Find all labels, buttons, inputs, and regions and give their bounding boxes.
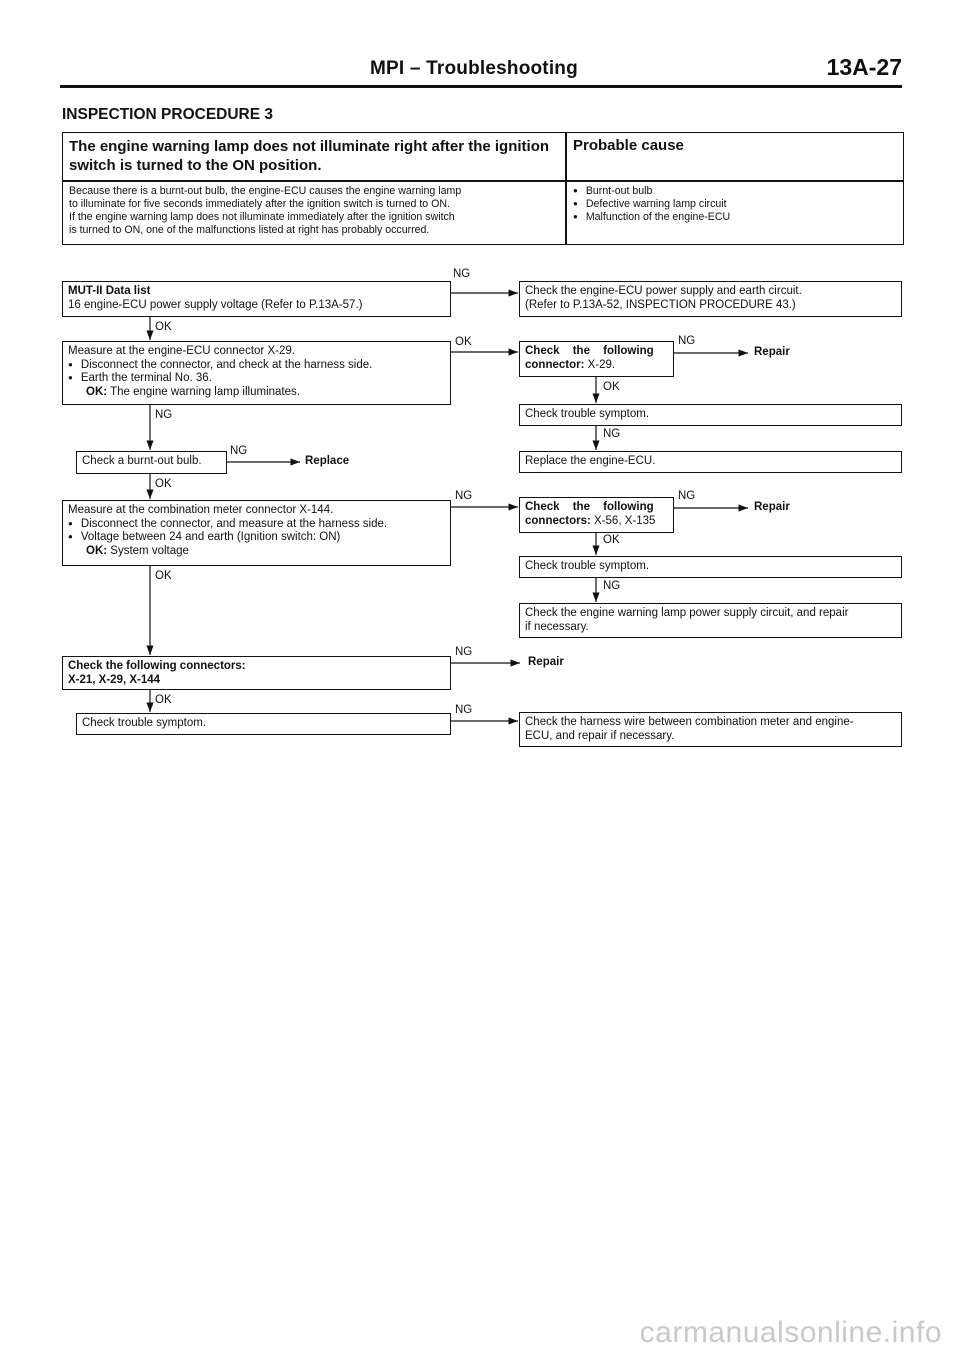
ng-label: NG <box>455 704 473 716</box>
check-connectors-list-box <box>62 656 451 690</box>
box-text: if necessary. <box>525 620 589 633</box>
box-text: Replace the engine-ECU. <box>525 455 656 467</box>
box-bullet: ● Disconnect the connector, and measure at the harness side. <box>68 518 445 532</box>
box-text: Check a burnt-out bulb. <box>82 455 202 467</box>
ok-label: OK <box>603 534 620 546</box>
ng-label: NG <box>678 335 696 347</box>
ecu-connector-measure-box <box>62 341 451 405</box>
power-supply-check-box <box>519 281 902 317</box>
ok-label: OK <box>155 478 172 490</box>
ok-condition-text: System voltage <box>110 544 189 557</box>
box-text: ECU, and repair if necessary. <box>525 729 675 742</box>
check-trouble-symptom-box <box>519 556 902 578</box>
ng-label: NG <box>603 428 621 440</box>
ng-label: NG <box>678 490 696 502</box>
cause-item: ● Defective warning lamp circuit <box>573 198 893 211</box>
replace-text: Replace <box>305 455 350 467</box>
section-title: INSPECTION PROCEDURE 3 <box>62 106 274 123</box>
description-line: to illuminate for five seconds immediately after the ignition switch is turned to ON. <box>69 198 450 210</box>
connector-value: X-29. <box>587 358 616 371</box>
ok-condition <box>68 386 445 400</box>
ok-label: OK <box>603 381 620 393</box>
check-connector-box <box>519 341 674 377</box>
check-connectors-box <box>519 497 674 533</box>
ng-label: NG <box>455 646 473 658</box>
ng-label: NG <box>603 580 621 592</box>
cause-item: ● Burnt-out bulb <box>573 185 893 198</box>
box-bullet: ● Voltage between 24 and earth (Ignition switch: ON) <box>68 531 445 545</box>
connector-label: connector: <box>525 358 585 371</box>
box-text <box>525 515 668 529</box>
box-text: Measure at the engine-ECU connector X-29. <box>68 345 295 357</box>
box-text: 16 engine-ECU power supply voltage (Refer to P.13A-57.) <box>68 298 363 311</box>
ok-label: OK <box>155 321 172 333</box>
symptom-heading: The engine warning lamp does not illuminate right after the ignition switch is turned to the ON position. <box>69 138 550 174</box>
box-text: Check trouble symptom. <box>525 408 649 420</box>
box-title: Check the following <box>525 345 654 357</box>
ok-condition-label: OK: <box>86 544 108 557</box>
page-number: 13A-27 <box>826 54 902 80</box>
probable-cause-heading: Probable cause <box>573 137 684 154</box>
box-text <box>525 359 668 373</box>
combination-meter-measure-box <box>62 500 451 566</box>
ok-condition-text: The engine warning lamp illuminates. <box>110 385 300 398</box>
box-title: Check the following <box>525 501 654 513</box>
ok-label: OK <box>155 694 172 706</box>
cause-item: ● Malfunction of the engine-ECU <box>573 211 893 224</box>
repair-text: Repair <box>528 656 564 668</box>
box-text: Measure at the combination meter connector X-144. <box>68 504 334 516</box>
page-header-title: MPI – Troubleshooting <box>370 58 578 79</box>
lamp-power-circuit-box <box>519 603 902 638</box>
ng-label: NG <box>455 490 473 502</box>
box-text: Check trouble symptom. <box>525 560 649 572</box>
box-text: Check the harness wire between combination meter and engine- <box>525 716 854 728</box>
repair-text: Repair <box>754 501 790 513</box>
repair-text: Repair <box>754 346 790 358</box>
connector-value: X-56, X-135 <box>594 514 656 527</box>
watermark-text: carmanualsonline.info <box>639 1316 942 1349</box>
burnt-bulb-check-box <box>76 451 227 474</box>
mut-data-list-box <box>62 281 451 317</box>
harness-wire-check-box <box>519 712 902 747</box>
box-text: X-21, X-29, X-144 <box>68 673 161 686</box>
replace-ecu-box <box>519 451 902 473</box>
connector-label: connectors: <box>525 514 591 527</box>
box-bullet: ● Disconnect the connector, and check at the harness side. <box>68 359 445 373</box>
ng-label: NG <box>155 409 173 421</box>
ok-label: OK <box>455 336 472 348</box>
description-line: Because there is a burnt-out bulb, the engine-ECU causes the engine warning lamp <box>69 185 462 197</box>
ng-label: NG <box>230 445 248 457</box>
box-bullet: ● Earth the terminal No. 36. <box>68 372 445 386</box>
ng-label: NG <box>453 268 471 280</box>
check-trouble-symptom-box <box>76 713 451 735</box>
box-title: MUT-II Data list <box>68 285 151 297</box>
ok-label: OK <box>155 570 172 582</box>
description-line: is turned to ON, one of the malfunctions listed at right has probably occurred. <box>69 224 430 236</box>
box-text: Check the engine-ECU power supply and earth circuit. <box>525 285 802 297</box>
box-text: Check the engine warning lamp power supply circuit, and repair <box>525 607 849 619</box>
ok-condition-label: OK: <box>86 385 108 398</box>
description-line: If the engine warning lamp does not illuminate immediately after the ignition switch <box>69 211 455 223</box>
check-trouble-symptom-box <box>519 404 902 426</box>
box-title: Check the following connectors: <box>68 660 246 672</box>
box-text: (Refer to P.13A-52, INSPECTION PROCEDURE 43.) <box>525 298 796 311</box>
ok-condition <box>68 545 445 559</box>
box-text: Check trouble symptom. <box>82 717 206 729</box>
